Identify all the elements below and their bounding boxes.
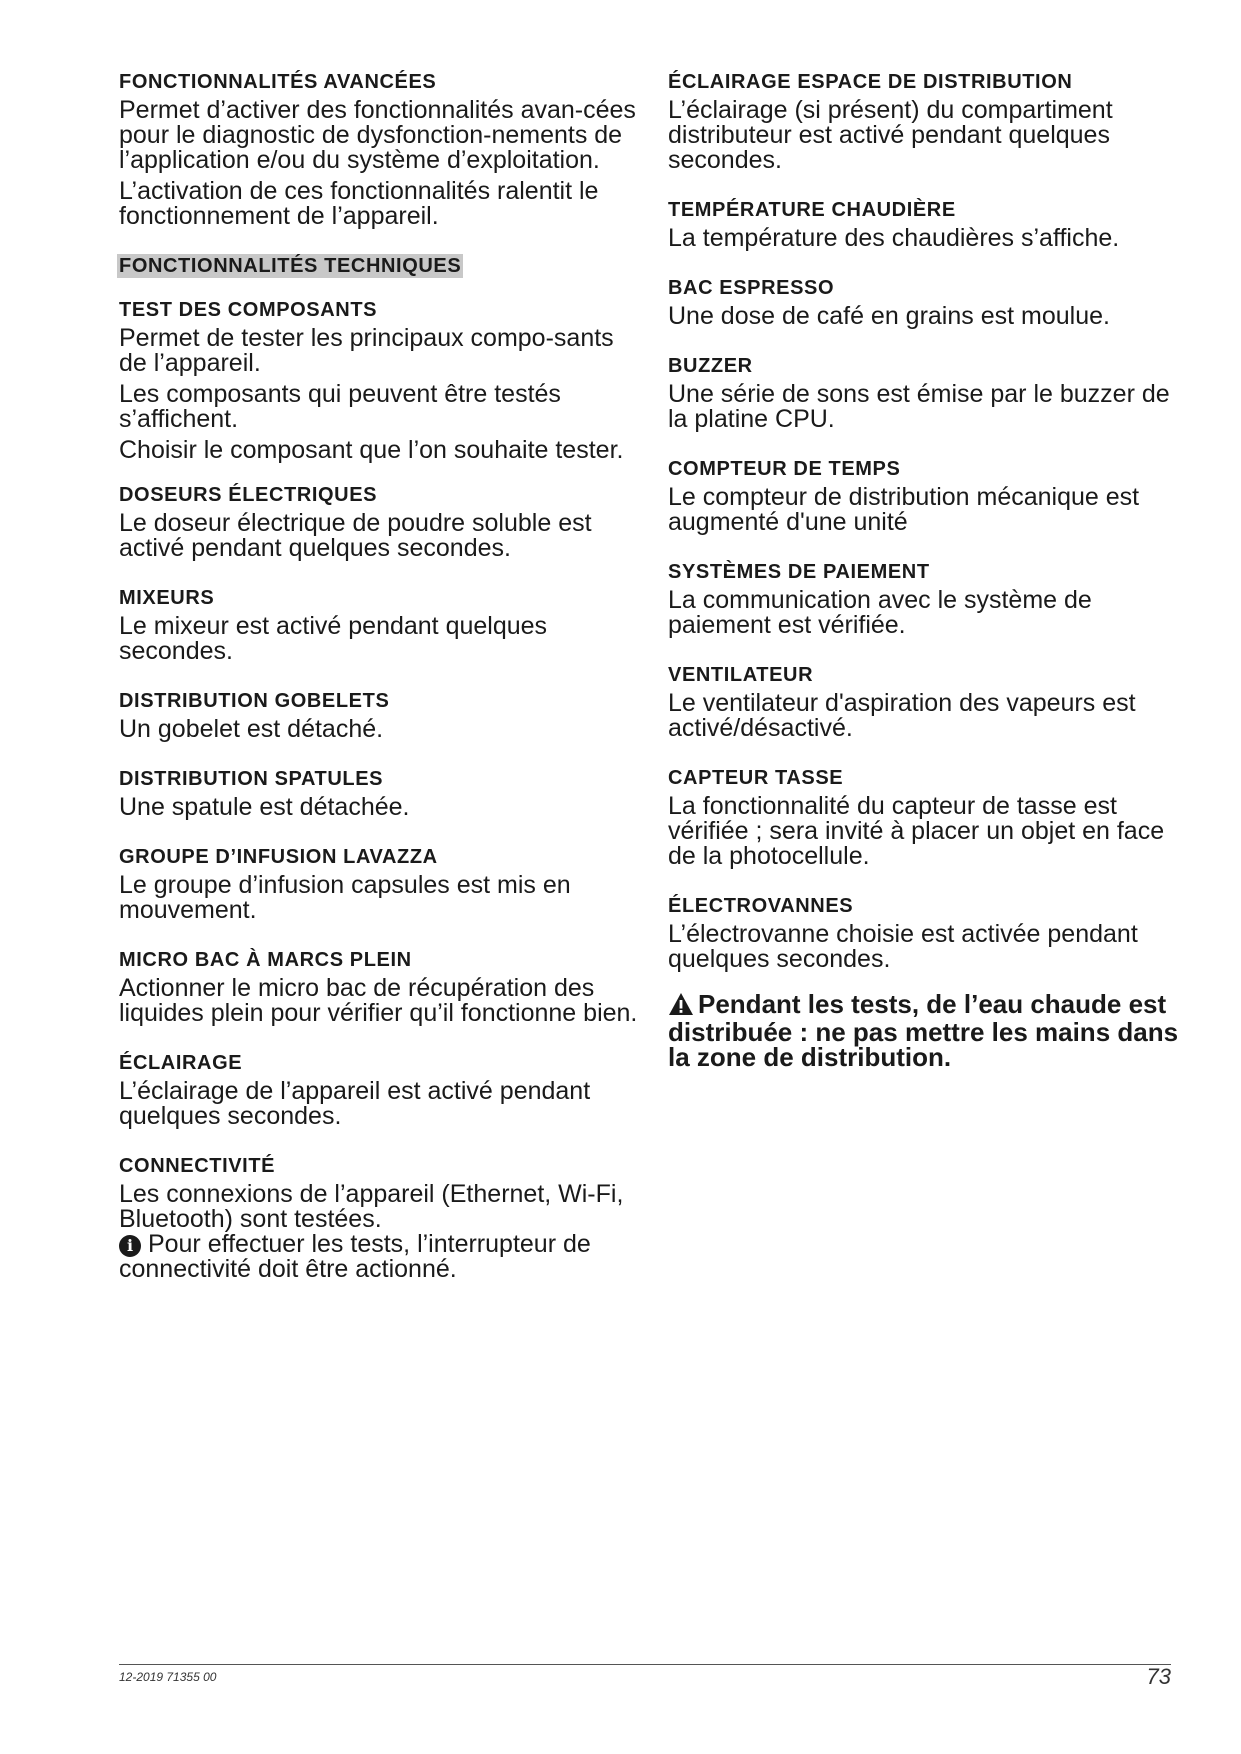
heading-cups: DISTRIBUTION GOBELETS xyxy=(119,690,390,712)
heading-espresso-bin: BAC ESPRESSO xyxy=(668,277,835,299)
left-column xyxy=(119,70,639,1307)
section-lighting xyxy=(119,1051,639,1129)
section-component-test xyxy=(119,298,639,463)
warning-icon xyxy=(668,992,694,1020)
section-dosers xyxy=(119,483,639,561)
info-note xyxy=(119,1232,639,1282)
section-micro-bac xyxy=(119,948,639,1026)
heading-buzzer: BUZZER xyxy=(668,355,753,377)
warning-text: Pendant les tests, de l’eau chaude est distribuée : ne pas mettre les mains dans la zone de distribution. xyxy=(668,989,1179,1072)
paragraph: Le mixeur est activé pendant quelques secondes. xyxy=(119,612,548,665)
section-fan xyxy=(668,663,1188,741)
section-valves xyxy=(668,894,1188,972)
heading-spatulas: DISTRIBUTION SPATULES xyxy=(119,768,384,790)
heading-dispense-light: ÉCLAIRAGE ESPACE DE DISTRIBUTION xyxy=(668,71,1073,93)
paragraph: Une spatule est détachée. xyxy=(119,793,410,821)
section-buzzer xyxy=(668,354,1188,432)
heading-connectivity: CONNECTIVITÉ xyxy=(119,1155,276,1177)
paragraph: Une série de sons est émise par le buzzer de la platine CPU. xyxy=(668,380,1170,433)
section-dispense-light xyxy=(668,70,1188,173)
section-infusion xyxy=(119,845,639,923)
heading-valves: ÉLECTROVANNES xyxy=(668,895,854,917)
paragraph: Choisir le composant que l’on souhaite tester. xyxy=(119,436,624,464)
paragraph: Les composants qui peuvent être testés s’affichent. xyxy=(119,380,561,433)
paragraph: L’électrovanne choisie est activée pendant quelques secondes. xyxy=(668,920,1138,973)
paragraph: Les connexions de l’appareil (Ethernet, Wi-Fi, Bluetooth) sont testées. xyxy=(119,1180,624,1233)
paragraph: Actionner le micro bac de récupération des liquides plein pour vérifier qu’il fonctionne bien. xyxy=(119,974,638,1027)
heading-dosers: DOSEURS ÉLECTRIQUES xyxy=(119,484,378,506)
paragraph: Une dose de café en grains est moulue. xyxy=(668,302,1110,330)
heading-lighting: ÉCLAIRAGE xyxy=(119,1052,243,1074)
paragraph: La fonctionnalité du capteur de tasse est vérifiée ; sera invité à placer un objet en face de la photocellule. xyxy=(668,792,1165,870)
section-time-counter xyxy=(668,457,1188,535)
footer-doc-code: 12-2019 71355 00 xyxy=(119,1670,217,1684)
paragraph: La température des chaudières s’affiche. xyxy=(668,224,1120,252)
page-number: 73 xyxy=(1146,1664,1171,1689)
footer-divider xyxy=(119,1664,1171,1665)
info-icon: i xyxy=(119,1235,141,1257)
paragraph: La communication avec le système de paiement est vérifiée. xyxy=(668,586,1092,639)
heading-component-test: TEST DES COMPOSANTS xyxy=(119,299,378,321)
section-payment xyxy=(668,560,1188,638)
heading-payment: SYSTÈMES DE PAIEMENT xyxy=(668,561,930,583)
heading-micro-bac: MICRO BAC À MARCS PLEIN xyxy=(119,949,412,971)
section-mixers xyxy=(119,586,639,664)
section-label-technical: FONCTIONNALITÉS TECHNIQUES xyxy=(119,255,462,277)
paragraph: Le groupe d’infusion capsules est mis en mouvement. xyxy=(119,871,571,924)
section-connectivity xyxy=(119,1154,639,1282)
info-note-text: Pour effectuer les tests, l’interrupteur de connectivité doit être actionné. xyxy=(119,1230,591,1283)
paragraph: Le ventilateur d'aspiration des vapeurs est activé/désactivé. xyxy=(668,689,1136,742)
right-column xyxy=(668,70,1188,1070)
heading-fan: VENTILATEUR xyxy=(668,664,814,686)
warning-note xyxy=(668,989,1188,1072)
paragraph: Le doseur électrique de poudre soluble est activé pendant quelques secondes. xyxy=(119,509,592,562)
section-technical-label xyxy=(119,254,639,278)
section-cups xyxy=(119,689,639,742)
heading-advanced: FONCTIONNALITÉS AVANCÉES xyxy=(119,71,437,93)
paragraph: L’activation de ces fonctionnalités ralentit le fonctionnement de l’appareil. xyxy=(119,177,599,230)
heading-mixers: MIXEURS xyxy=(119,587,215,609)
heading-cup-sensor: CAPTEUR TASSE xyxy=(668,767,844,789)
section-boiler-temp xyxy=(668,198,1188,251)
paragraph: Permet de tester les principaux compo-sants de l’appareil. xyxy=(119,324,614,377)
section-espresso-bin xyxy=(668,276,1188,329)
heading-infusion: GROUPE D’INFUSION LAVAZZA xyxy=(119,846,438,868)
paragraph: Le compteur de distribution mécanique est augmenté d'une unité xyxy=(668,483,1140,536)
section-advanced xyxy=(119,70,639,229)
paragraph: L’éclairage de l’appareil est activé pendant quelques secondes. xyxy=(119,1077,591,1130)
paragraph: L’éclairage (si présent) du compartiment distributeur est activé pendant quelques secondes. xyxy=(668,96,1113,174)
paragraph: Permet d’activer des fonctionnalités avan-cées pour le diagnostic de dysfonction-nements de l’application e/ou du système d’exploitation. xyxy=(119,96,636,174)
heading-boiler-temp: TEMPÉRATURE CHAUDIÈRE xyxy=(668,199,956,221)
heading-time-counter: COMPTEUR DE TEMPS xyxy=(668,458,901,480)
section-spatulas xyxy=(119,767,639,820)
paragraph: Un gobelet est détaché. xyxy=(119,715,384,743)
section-cup-sensor xyxy=(668,766,1188,869)
